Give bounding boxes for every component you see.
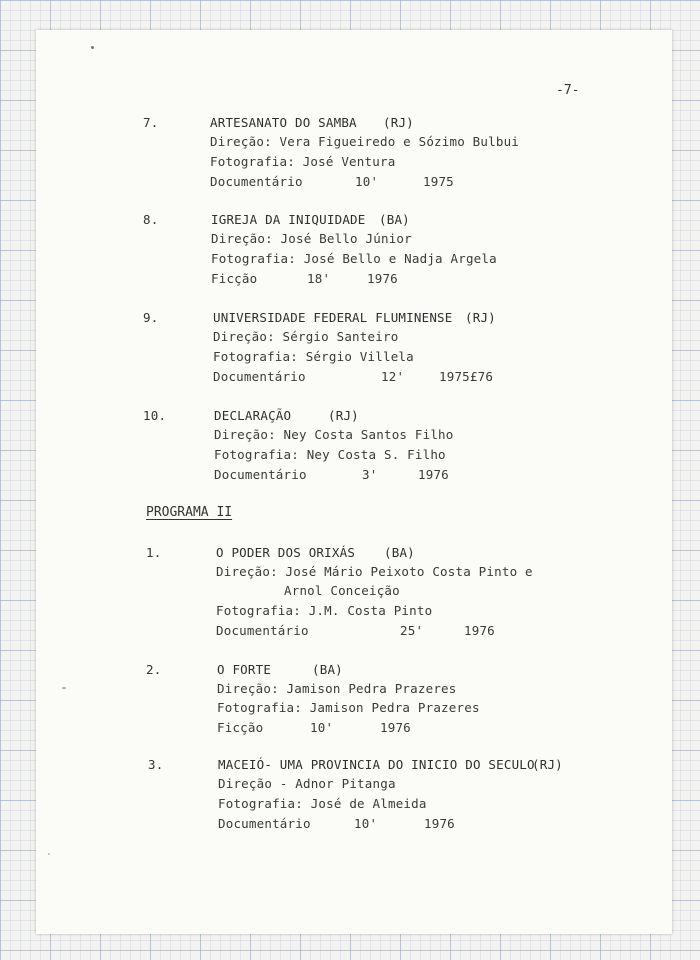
- direction-line: Direção: José Bello Júnior: [211, 231, 412, 246]
- paper-speck: [48, 853, 50, 855]
- direction-line: Direção - Adnor Pitanga: [218, 776, 396, 791]
- year: 1976: [380, 720, 411, 735]
- photography-line: Fotografia: Ney Costa S. Filho: [214, 447, 446, 462]
- paper-speck: [62, 687, 66, 689]
- film-title: ARTESANATO DO SAMBA: [210, 115, 357, 130]
- film-region: (RJ): [465, 310, 496, 325]
- film-region: (RJ): [532, 757, 563, 772]
- year: 1976: [464, 623, 495, 638]
- direction-line: Direção: Jamison Pedra Prazeres: [217, 681, 457, 696]
- genre: Ficção: [211, 271, 258, 286]
- direction-line: Direção: Ney Costa Santos Filho: [214, 427, 454, 442]
- film-region: (RJ): [383, 115, 414, 130]
- paper-speck: [91, 46, 94, 49]
- film-region: (BA): [384, 545, 415, 560]
- direction-line: Direção: José Mário Peixoto Costa Pinto e: [216, 564, 533, 579]
- direction-line-continued: Arnol Conceição: [284, 583, 400, 598]
- film-title: IGREJA DA INIQUIDADE: [211, 212, 366, 227]
- duration: 10': [354, 816, 378, 831]
- duration: 25': [400, 623, 424, 638]
- photography-line: Fotografia: Sérgio Villela: [213, 349, 414, 364]
- film-entry-8: [143, 212, 643, 292]
- year: 1976: [424, 816, 455, 831]
- genre: Documentário: [216, 623, 309, 638]
- duration: 10': [310, 720, 334, 735]
- program-entry-2: [146, 662, 646, 742]
- film-entry-9: [143, 310, 663, 390]
- duration: 12': [381, 369, 405, 384]
- entry-number: 8.: [143, 212, 159, 227]
- page-number: -7-: [556, 83, 580, 98]
- duration: 3': [362, 467, 378, 482]
- photography-line: Fotografia: Jamison Pedra Prazeres: [217, 700, 480, 715]
- year: 1975: [423, 174, 454, 189]
- entry-number: 2.: [146, 662, 162, 677]
- genre: Ficção: [217, 720, 264, 735]
- film-title: O FORTE: [217, 662, 272, 677]
- genre: Documentário: [213, 369, 306, 384]
- film-title: O PODER DOS ORIXÁS: [216, 545, 356, 560]
- film-region: (BA): [379, 212, 410, 227]
- entry-number: 1.: [146, 545, 162, 560]
- photography-line: Fotografia: José Ventura: [210, 154, 396, 169]
- film-entry-10: [143, 408, 643, 488]
- program-heading: PROGRAMA II: [146, 505, 233, 520]
- film-title: DECLARAÇÃO: [214, 408, 292, 423]
- genre: Documentário: [210, 174, 303, 189]
- duration: 18': [307, 271, 331, 286]
- direction-line: Direção: Sérgio Santeiro: [213, 329, 399, 344]
- genre: Documentário: [214, 467, 307, 482]
- entry-number: 10.: [143, 408, 167, 423]
- direction-line: Direção: Vera Figueiredo e Sózimo Bulbui: [210, 134, 520, 149]
- film-title: MACEIÓ- UMA PROVINCIA DO INICIO DO SECULO: [218, 757, 535, 772]
- entry-number: 3.: [148, 757, 164, 772]
- photography-line: Fotografia: J.M. Costa Pinto: [216, 603, 433, 618]
- film-region: (BA): [312, 662, 343, 677]
- year: 1975£76: [439, 369, 494, 384]
- program-entry-3: [148, 757, 648, 837]
- year: 1976: [418, 467, 449, 482]
- film-entry-7: [143, 115, 643, 195]
- photography-line: Fotografia: José de Almeida: [218, 796, 427, 811]
- duration: 10': [355, 174, 379, 189]
- film-region: (RJ): [328, 408, 359, 423]
- program-entry-1: [146, 545, 646, 645]
- entry-number: 7.: [143, 115, 159, 130]
- year: 1976: [367, 271, 398, 286]
- genre: Documentário: [218, 816, 311, 831]
- photography-line: Fotografia: José Bello e Nadja Argela: [211, 251, 497, 266]
- film-title: UNIVERSIDADE FEDERAL FLUMINENSE: [213, 310, 453, 325]
- entry-number: 9.: [143, 310, 159, 325]
